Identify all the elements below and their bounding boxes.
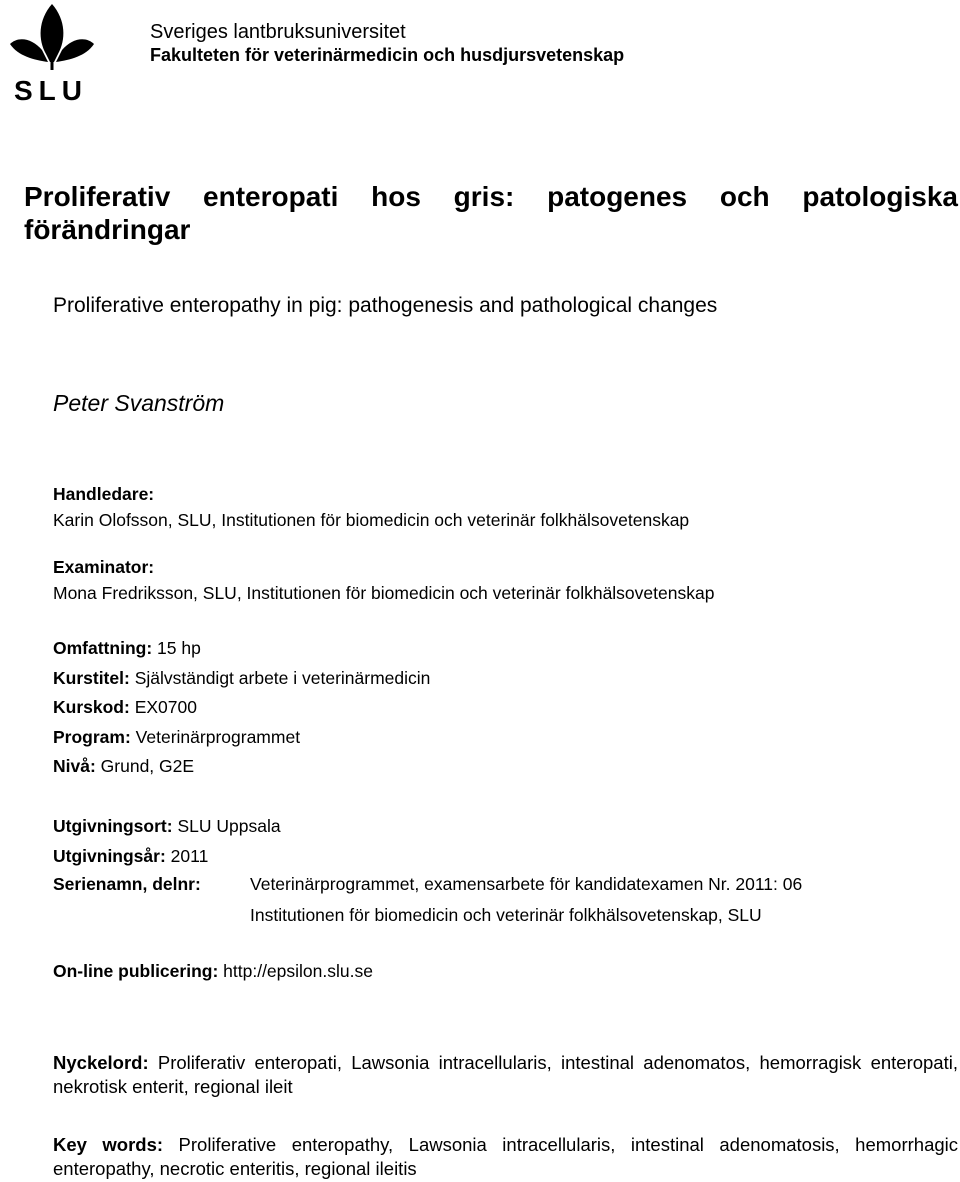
supervisor-label: Handledare:: [53, 484, 155, 504]
course-code-label: Kurskod:: [53, 697, 130, 717]
course-code-value: EX0700: [134, 697, 197, 717]
faculty-name: Fakulteten för veterinärmedicin och husdjursvetenskap: [150, 45, 625, 65]
series-line-1: Veterinärprogrammet, examensarbete för kandidatexamen Nr. 2011: 06: [250, 874, 803, 894]
place-value: SLU Uppsala: [177, 816, 281, 836]
course-title-value: Självständigt arbete i veterinärmedicin: [134, 667, 431, 688]
course-block: [53, 634, 430, 782]
logo-text: SLU: [14, 75, 88, 104]
supervisor-block: [53, 481, 689, 533]
year-value: 2011: [170, 846, 209, 866]
course-code-row: [53, 693, 430, 723]
keywords-en-label: Key words:: [53, 1134, 164, 1155]
series-value: [250, 871, 802, 928]
course-title-label: Kurstitel:: [53, 667, 130, 688]
examiner-value: Mona Fredriksson, SLU, Institutionen för biomedicin och veterinär folkhälsovetenskap: [53, 583, 715, 603]
keywords-english: [53, 1133, 958, 1181]
thesis-title: Proliferativ enteropati hos gris: patogenes och patologiska förändringar: [24, 181, 958, 245]
year-label: Utgivningsår:: [53, 846, 166, 866]
series-line-2: Institutionen för biomedicin och veterinär folkhälsovetenskap, SLU: [250, 905, 762, 925]
keywords-sv-value: Proliferativ enteropati, Lawsonia intracellularis, intestinal adenomatos, hemorragisk enteropati, nekrotisk enterit, regional ileit: [53, 1052, 958, 1097]
thesis-subtitle: Proliferative enteropathy in pig: pathogenesis and pathological changes: [53, 294, 718, 317]
online-row: [53, 958, 373, 984]
examiner-block: [53, 554, 714, 606]
examiner-label: Examinator:: [53, 557, 155, 577]
university-name: Sveriges lantbruksuniversitet: [150, 21, 406, 43]
keywords-sv-label: Nyckelord:: [53, 1052, 149, 1073]
online-link[interactable]: http://epsilon.slu.se: [223, 961, 373, 981]
slu-logo: [2, 0, 102, 104]
author-name: Peter Svanström: [53, 390, 225, 416]
place-row: [53, 811, 281, 841]
scope-row: [53, 634, 430, 664]
program-row: [53, 723, 430, 753]
level-label: Nivå:: [53, 756, 96, 776]
slu-leaf-icon: [2, 0, 102, 104]
keywords-en-value: Proliferative enteropathy, Lawsonia intracellularis, intestinal adenomatosis, hemorrhagic enteropathy, necrotic enteritis, regional ileitis: [53, 1134, 959, 1179]
place-label: Utgivningsort:: [53, 816, 173, 836]
program-value: Veterinärprogrammet: [135, 726, 301, 747]
online-label: On-line publicering:: [53, 961, 219, 981]
program-label: Program:: [53, 726, 131, 747]
level-row: [53, 752, 430, 782]
publication-block: [53, 811, 281, 871]
year-row: [53, 841, 281, 871]
scope-value: 15 hp: [157, 638, 201, 658]
supervisor-value: Karin Olofsson, SLU, Institutionen för biomedicin och veterinär folkhälsovetenskap: [53, 510, 690, 530]
level-value: Grund, G2E: [100, 756, 195, 776]
course-title-row: [53, 664, 430, 694]
keywords-swedish: [53, 1051, 958, 1099]
scope-label: Omfattning:: [53, 638, 153, 658]
series-label: Serienamn, delnr:: [53, 874, 201, 894]
